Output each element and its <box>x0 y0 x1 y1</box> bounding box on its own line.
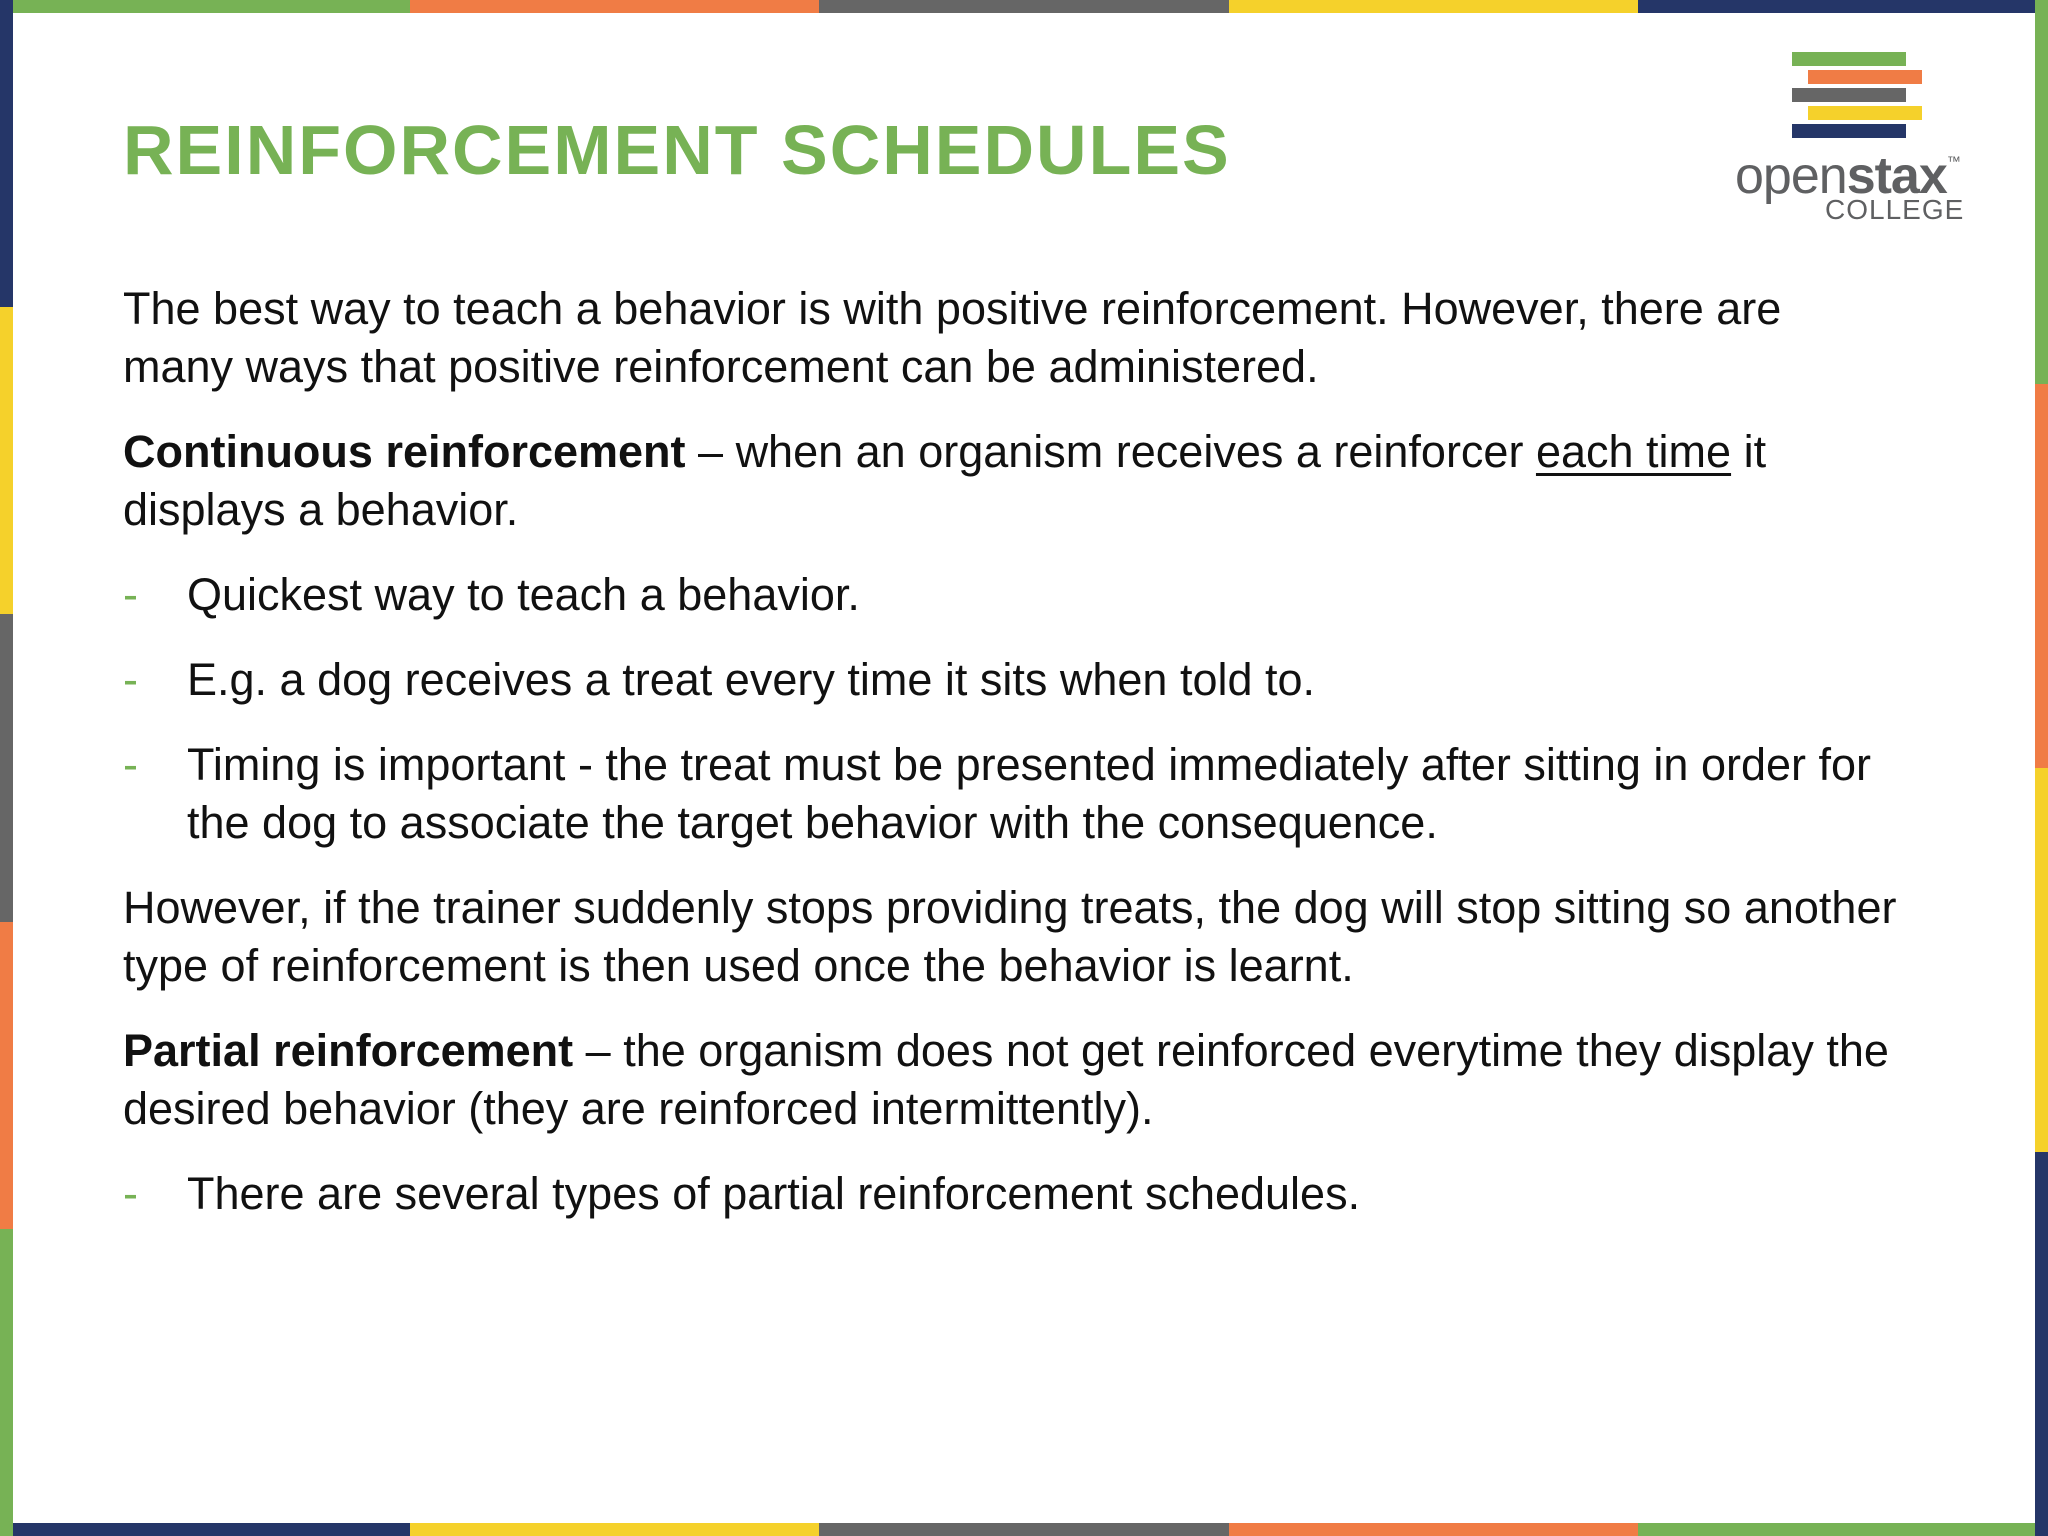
each-time-emphasis: each time <box>1535 426 1732 477</box>
list-item: - There are several types of partial reinforcement schedules. <box>123 1165 1903 1223</box>
however-paragraph: However, if the trainer suddenly stops providing treats, the dog will stop sitting so another type of reinforcement is then used once the behavior is learnt. <box>123 882 1897 991</box>
slide-body <box>123 280 1903 1250</box>
list-item: - E.g. a dog receives a treat every time it sits when told to. <box>123 651 1903 709</box>
logo-stacked-bars-icon <box>1792 52 1932 142</box>
partial-term: Partial reinforcement <box>123 1025 574 1076</box>
partial-definition: Partial reinforcement – the organism does not get reinforced everytime they display the desired behavior (they are reinforced intermittently). <box>123 1025 1889 1134</box>
intro-paragraph: The best way to teach a behavior is with positive reinforcement. However, there are many ways that positive reinforcement can be administered. <box>123 283 1782 392</box>
logo-wordmark: openstax™ <box>1735 147 1960 205</box>
continuous-term: Continuous reinforcement <box>123 426 686 477</box>
continuous-definition: Continuous reinforcement – when an organism receives a reinforcer each time it displays a behavior. <box>123 426 1767 535</box>
openstax-college-logo <box>1735 52 1985 232</box>
right-color-border <box>2035 0 2048 1536</box>
list-item: - Timing is important - the treat must be presented immediately after sitting in order for the dog to associate the target behavior with the consequence. <box>123 736 1903 852</box>
bullet-dash: - <box>123 739 138 790</box>
bullet-dash: - <box>123 569 138 620</box>
bullet-dash: - <box>123 654 138 705</box>
top-color-border <box>0 0 2048 13</box>
left-color-border <box>0 0 13 1536</box>
bullet-dash: - <box>123 1168 138 1219</box>
logo-subtitle: COLLEGE <box>1825 194 1965 225</box>
slide-title: REINFORCEMENT SCHEDULES <box>123 111 1231 189</box>
list-item: - Quickest way to teach a behavior. <box>123 566 1903 624</box>
bottom-color-border <box>0 1523 2048 1536</box>
